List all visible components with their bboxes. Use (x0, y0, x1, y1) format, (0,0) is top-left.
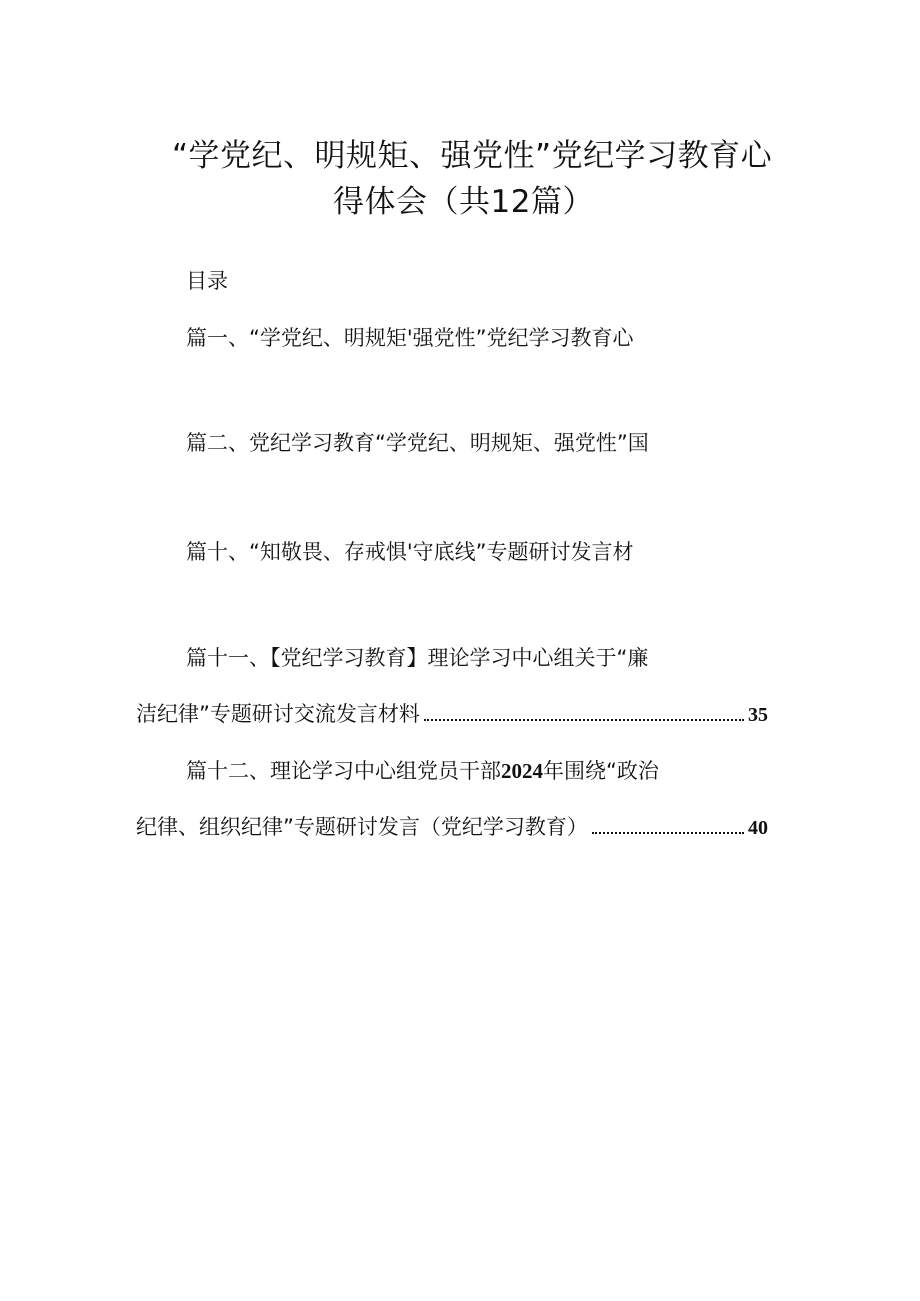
toc-entry-12-page-number: 40 (748, 817, 768, 839)
toc-entry-11-continuation: 洁纪律”专题研讨交流发言材料 (136, 702, 420, 726)
toc-entry-10[interactable]: 篇十、“知敬畏、存戒惧'守底线”专题研讨发言材 (186, 540, 634, 564)
dot-leader (592, 831, 744, 834)
toc-entry-12-line-2[interactable] (136, 812, 768, 843)
toc-entry-11-line-1[interactable]: 篇十一、【党纪学习教育】理论学习中心组关于“廉 (186, 646, 649, 670)
toc-entry-12-continuation: 纪律、组织纪律”专题研讨发言（党纪学习教育） (136, 815, 588, 839)
toc-heading: 目录 (186, 269, 228, 293)
document-title-line-1: “学党纪、明规矩、强党性”党纪学习教育心 (172, 138, 773, 174)
toc-entry-2[interactable]: 篇二、党纪学习教育“学党纪、明规矩、强党性”国 (186, 431, 649, 455)
toc-entry-1[interactable]: 篇一、“学党纪、明规矩'强党性”党纪学习教育心 (186, 326, 634, 350)
toc-entry-12-text-a: 篇十二、理论学习中心组党员干部 (186, 759, 501, 783)
toc-entry-12-text-b: 年围绕“政治 (543, 759, 659, 783)
toc-entry-11-page-number: 35 (748, 704, 768, 726)
toc-entry-12-line-1[interactable] (186, 756, 659, 786)
document-title-line-2: 得体会（共12篇） (333, 184, 594, 220)
toc-entry-11-line-2[interactable] (136, 699, 768, 730)
toc-entry-12-year: 2024 (501, 759, 543, 783)
dot-leader (424, 718, 744, 721)
